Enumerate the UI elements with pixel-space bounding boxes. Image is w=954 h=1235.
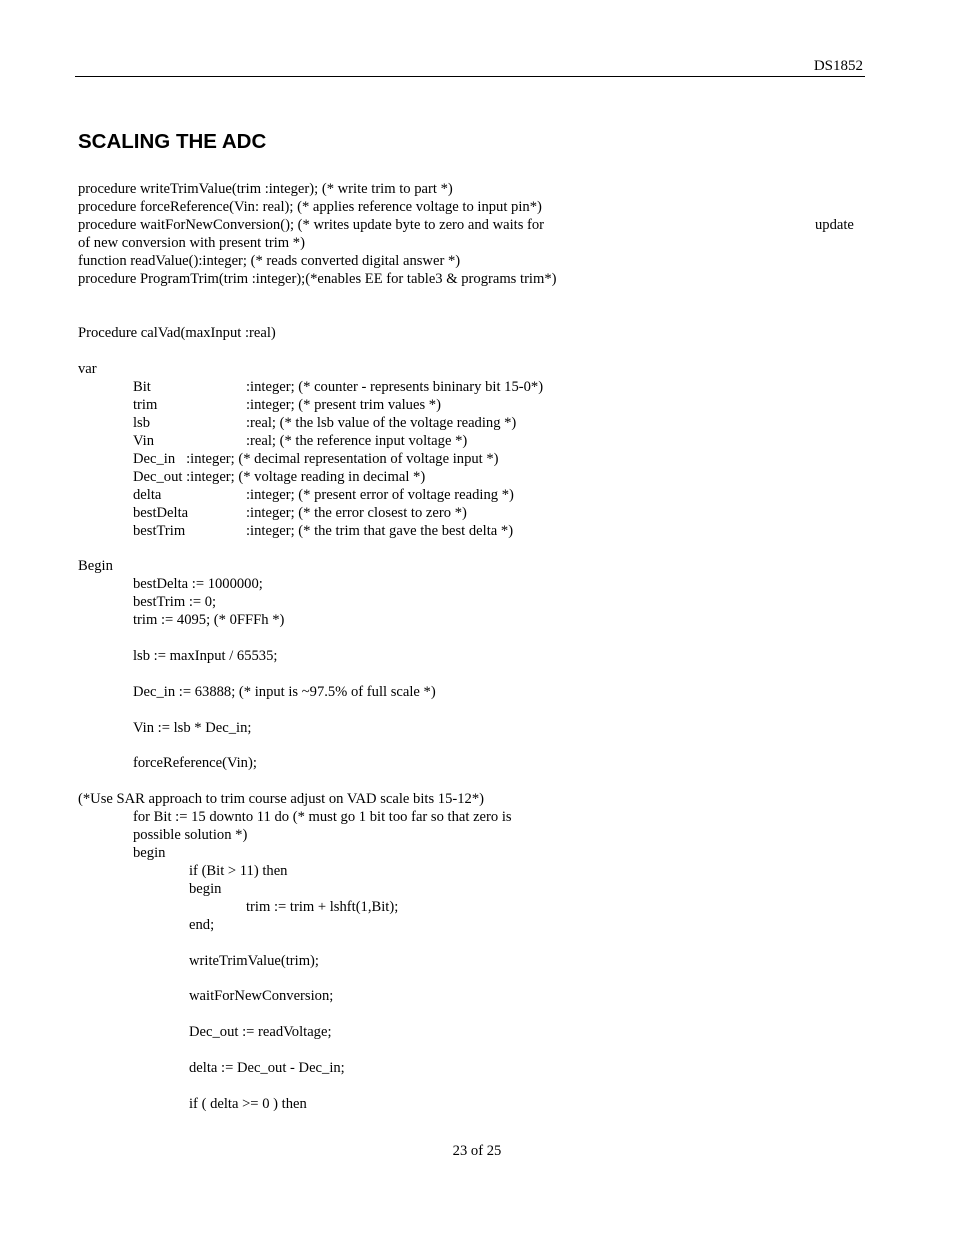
document-id: DS1852 bbox=[813, 58, 863, 74]
var-line: Dec_out :integer; (* voltage reading in decimal *) bbox=[133, 469, 426, 485]
var-decl: :integer; (* the trim that gave the best delta *) bbox=[246, 523, 514, 539]
code-line: Vin := lsb * Dec_in; bbox=[133, 720, 252, 736]
var-name: bestDelta bbox=[133, 505, 189, 521]
header-rule bbox=[75, 76, 865, 77]
code-line: writeTrimValue(trim); bbox=[189, 953, 319, 969]
declaration-write-trim: procedure writeTrimValue(trim :integer); (* write trim to part *) bbox=[78, 181, 453, 197]
code-line: trim := 4095; (* 0FFFh *) bbox=[133, 612, 285, 628]
code-line: possible solution *) bbox=[133, 827, 248, 843]
page-number: 23 of 25 bbox=[452, 1143, 502, 1159]
var-decl: :integer; (* present error of voltage reading *) bbox=[246, 487, 514, 503]
code-line: begin bbox=[133, 845, 166, 861]
code-line: trim := trim + lshft(1,Bit); bbox=[246, 899, 399, 915]
code-line: forceReference(Vin); bbox=[133, 755, 257, 771]
code-begin: Begin bbox=[78, 558, 113, 574]
code-line: begin bbox=[189, 881, 222, 897]
code-line: end; bbox=[189, 917, 215, 933]
code-line: delta := Dec_out - Dec_in; bbox=[189, 1060, 345, 1076]
var-name: trim bbox=[133, 397, 158, 413]
code-line: Dec_out := readVoltage; bbox=[189, 1024, 332, 1040]
var-name: Vin bbox=[133, 433, 155, 449]
var-line: Dec_in :integer; (* decimal representation of voltage input *) bbox=[133, 451, 499, 467]
code-comment: (*Use SAR approach to trim course adjust on VAD scale bits 15-12*) bbox=[78, 791, 484, 807]
var-name: lsb bbox=[133, 415, 151, 431]
var-decl: :integer; (* the error closest to zero *) bbox=[246, 505, 467, 521]
declaration-force-reference: procedure forceReference(Vin: real); (* applies reference voltage to input pin*) bbox=[78, 199, 542, 215]
procedure-header: Procedure calVad(maxInput :real) bbox=[78, 325, 276, 341]
declaration-wait-conversion-cont: of new conversion with present trim *) bbox=[78, 235, 305, 251]
code-line: lsb := maxInput / 65535; bbox=[133, 648, 278, 664]
section-title: SCALING THE ADC bbox=[78, 130, 267, 153]
code-line: bestDelta := 1000000; bbox=[133, 576, 263, 592]
code-line: for Bit := 15 downto 11 do (* must go 1 bit too far so that zero is bbox=[133, 809, 512, 825]
var-decl: :real; (* the reference input voltage *) bbox=[246, 433, 468, 449]
var-name: Bit bbox=[133, 379, 151, 395]
code-line: Dec_in := 63888; (* input is ~97.5% of full scale *) bbox=[133, 684, 436, 700]
code-line: waitForNewConversion; bbox=[189, 988, 334, 1004]
declaration-read-value: function readValue():integer; (* reads converted digital answer *) bbox=[78, 253, 461, 269]
code-line: if (Bit > 11) then bbox=[189, 863, 288, 879]
declaration-wait-conversion-wrap: update bbox=[815, 217, 854, 233]
var-name: bestTrim bbox=[133, 523, 186, 539]
declaration-program-trim: procedure ProgramTrim(trim :integer);(*enables EE for table3 & programs trim*) bbox=[78, 271, 557, 287]
var-decl: :real; (* the lsb value of the voltage reading *) bbox=[246, 415, 517, 431]
var-decl: :integer; (* present trim values *) bbox=[246, 397, 441, 413]
code-line: bestTrim := 0; bbox=[133, 594, 217, 610]
var-keyword: var bbox=[78, 361, 97, 377]
declaration-wait-conversion: procedure waitForNewConversion(); (* writes update byte to zero and waits for bbox=[78, 217, 545, 233]
code-line: if ( delta >= 0 ) then bbox=[189, 1096, 307, 1112]
var-decl: :integer; (* counter - represents bininary bit 15-0*) bbox=[246, 379, 544, 395]
var-name: delta bbox=[133, 487, 162, 503]
